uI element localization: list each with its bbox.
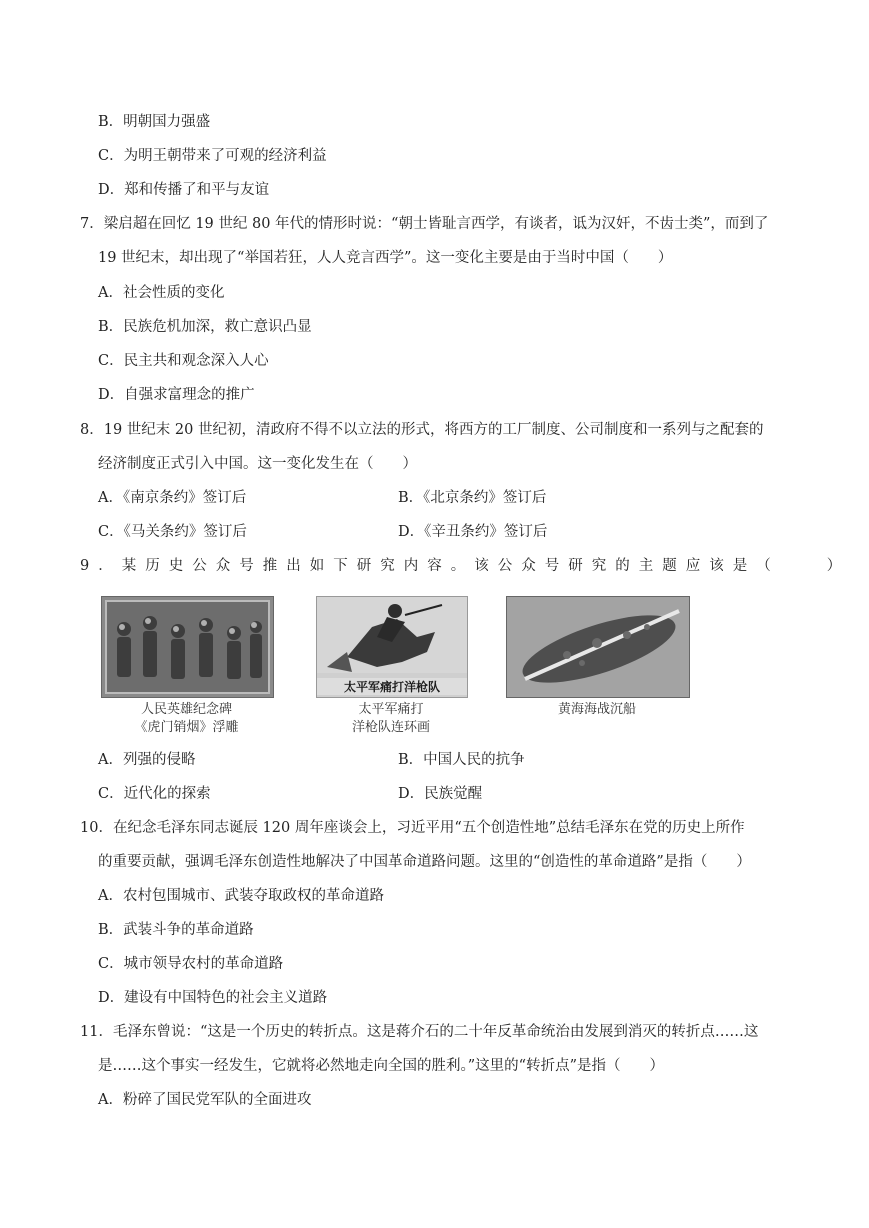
- q10-stem-line1: 10．在纪念毛泽东同志诞辰 120 周年座谈会上，习近平用“五个创造性地”总结毛泽东在党的历史上所作: [80, 820, 745, 836]
- q11-option-a: A．粉碎了国民党军队的全面进攻: [98, 1092, 312, 1108]
- q6-option-c: C．为明王朝带来了可观的经济利益: [98, 148, 327, 164]
- q11-stem-line2: 是……这个事实一经发生，它就将必然地走向全国的胜利。”这里的“转折点”是指（ ）: [98, 1058, 664, 1074]
- comic-banner-text: 太平军痛打洋枪队: [317, 678, 467, 695]
- q9-option-c: C．近代化的探索: [98, 786, 211, 802]
- q9-option-b: B．中国人民的抗争: [398, 752, 525, 768]
- q10-option-d: D．建设有中国特色的社会主义道路: [98, 990, 328, 1006]
- q7-option-b: B．民族危机加深，救亡意识凸显: [98, 319, 312, 335]
- shipwreck-image: [506, 596, 690, 698]
- q7-option-c: C．民主共和观念深入人心: [98, 353, 269, 369]
- q10-stem-line2: 的重要贡献，强调毛泽东创造性地解决了中国革命道路问题。这里的“创造性的革命道路”是指（ ）: [98, 854, 751, 870]
- q9-stem: 9．某历史公众号推出如下研究内容。该公众号研究的主题应该是（ ）: [80, 558, 851, 574]
- q11-stem-line1: 11．毛泽东曾说：“这是一个历史的转折点。这是蒋介石的二十年反革命统治由发展到消灭的转折点……这: [80, 1024, 759, 1040]
- q8-option-d: D．《辛丑条约》签订后: [398, 524, 548, 540]
- relief-caption-line2: 《虎门销烟》浮雕: [134, 720, 239, 735]
- q10-option-b: B．武装斗争的革命道路: [98, 922, 254, 938]
- q10-option-c: C．城市领导农村的革命道路: [98, 956, 284, 972]
- relief-caption-line1: 人民英雄纪念碑: [140, 702, 232, 717]
- comic-illustration-image: [316, 596, 468, 698]
- q9-option-a: A．列强的侵略: [98, 752, 196, 768]
- q7-stem-line1: 7．梁启超在回忆 19 世纪 80 年代的情形时说：“朝士皆耻言西学，有谈者，诋为汉奸，不齿士类”，而到了: [80, 216, 769, 232]
- shipwreck-caption: 黄海海战沉船: [557, 702, 636, 717]
- q9-option-d: D．民族觉醒: [398, 786, 483, 802]
- q7-option-d: D．自强求富理念的推广: [98, 387, 255, 403]
- comic-caption-line2: 洋枪队连环画: [351, 720, 430, 735]
- relief-sculpture-image: [101, 596, 274, 698]
- q8-stem-line2: 经济制度正式引入中国。这一变化发生在（ ）: [98, 456, 417, 472]
- q7-stem-line2: 19 世纪末，却出现了“举国若狂，人人竞言西学”。这一变化主要是由于当时中国（ ）: [98, 250, 673, 266]
- q8-option-c: C．《马关条约》签订后: [98, 524, 247, 540]
- q8-option-a: A．《南京条约》签订后: [98, 490, 247, 506]
- q7-option-a: A．社会性质的变化: [98, 285, 225, 301]
- comic-caption-line1: 太平军痛打: [358, 702, 424, 717]
- q6-option-d: D．郑和传播了和平与友谊: [98, 182, 270, 198]
- q8-option-b: B．《北京条约》签订后: [398, 490, 547, 506]
- q8-stem-line1: 8．19 世纪末 20 世纪初，清政府不得不以立法的形式，将西方的工厂制度、公司制度和一系列与之配套的: [80, 422, 764, 438]
- q10-option-a: A．农村包围城市、武装夺取政权的革命道路: [98, 888, 384, 904]
- q6-option-b: B．明朝国力强盛: [98, 114, 211, 130]
